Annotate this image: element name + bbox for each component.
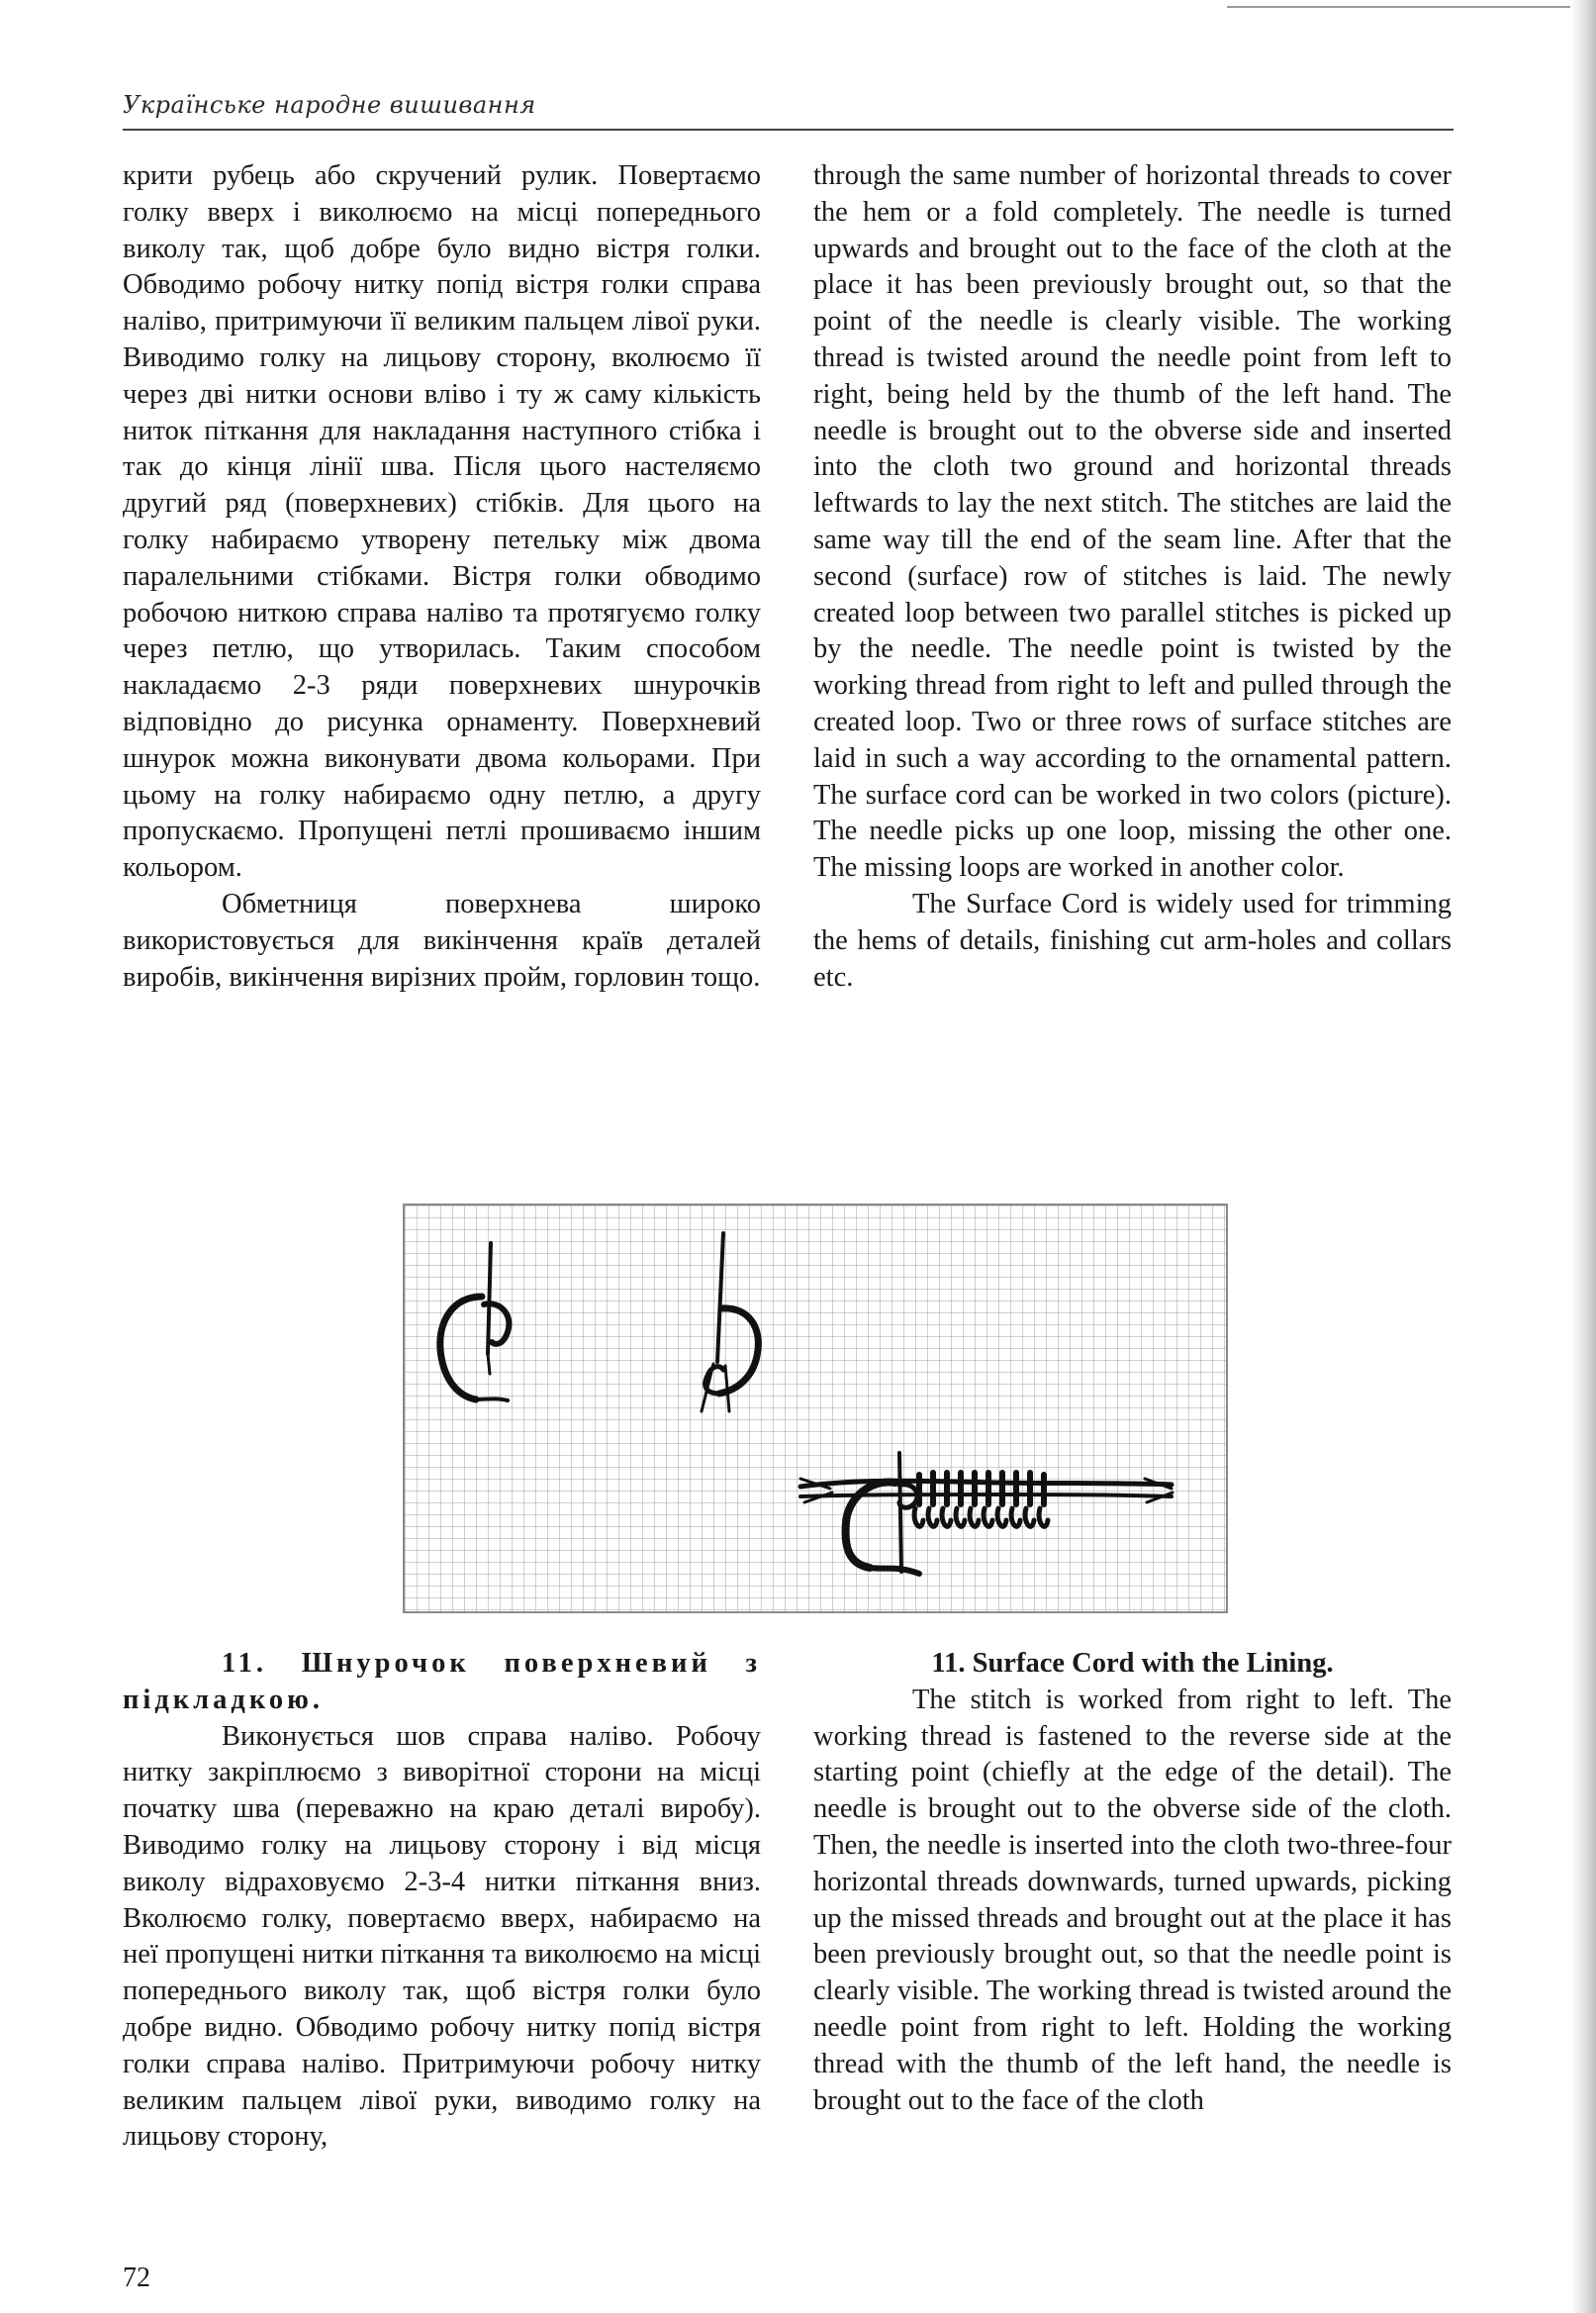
paragraph-ua-2: Обметниця поверхнева широко використовується для викінчення країв деталей виробів, викінчення вирізних пройм, горловин тощо. xyxy=(123,888,761,993)
section-body-en: The stitch is worked from right to left. The working thread is fastened to the reverse side at the starting point (chiefly at the edge of the detail). The needle is brought out to the obverse side of the cloth. Then, the needle is inserted into the cloth two-three-four horizontal threads downwards, turned upwards, picking up the missed threads and brought out at the place it has been previously brought out, so that the needle point is clearly visible. The working thread is twisted around the needle point from right to left. Holding the working thread with the thumb of the left hand, the needle is brought out to the face of the cloth xyxy=(813,1684,1452,2116)
english-column-bottom xyxy=(813,1646,1452,2119)
needle-loop-figure-left xyxy=(440,1243,510,1400)
section-heading-en: 11. Surface Cord with the Lining. xyxy=(931,1648,1334,1679)
stitch-diagram-illustration xyxy=(405,1205,1226,1611)
section-body-ua: Виконується шов справа наліво. Робочу нитку закріплюємо з виворітної сторони на місці початку шва (переважно на краю деталі виробу). Виводимо голку на лицьову сторону і від місця виколу відраховуємо 2-3-4 нитки піткання вниз. Вколюємо голку, повертаємо вверх, набираємо на неї пропущені нитки піткання та виколюємо на місці попереднього виколу так, щоб вістря голки було добре видно. Обводимо робочу нитку попід вістря голки справа наліво. Притримуючи робочу нитку великим пальцем лівої руки, виводимо голку на лицьову сторону, xyxy=(123,1720,761,2153)
ukrainian-column-bottom xyxy=(123,1646,761,2156)
needle-loop-figure-middle xyxy=(702,1233,758,1411)
running-head-rule xyxy=(123,129,1454,131)
page-number: 72 xyxy=(123,2263,150,2293)
paragraph-en-1: through the same number of horizontal threads to cover the hem or a fold completely. The needle is turned upwards and brought out to the face of the cloth at the place it has been previously brought out, so that the point of the needle is clearly visible. The working thread is twisted around the needle point from left to right, being held by the thumb of the left hand. The needle is brought out to the obverse side and inserted into the cloth two ground and horizontal threads leftwards to lay the next stitch. The stitches are laid the same way till the end of the seam line. After that the second (surface) row of stitches is laid. The newly created loop between two parallel stitches is picked up by the needle. The needle point is twisted by the working thread from right to left and pulled through the created loop. Two or three rows of surface stitches are laid in such a way according to the ornamental pattern. The surface cord can be worked in two colors (picture). The needle picks up one loop, missing the other one. The missing loops are worked in another color. xyxy=(813,160,1452,884)
paragraph-en-2: The Surface Cord is widely used for trimming the hems of details, finishing cut arm-holes and collars etc. xyxy=(813,888,1452,993)
running-head: Українське народне вишивання xyxy=(123,91,536,119)
ukrainian-column-top xyxy=(123,158,761,996)
page-edge-shadow xyxy=(1570,0,1596,2313)
paragraph-ua-1: крити рубець або скручений рулик. Повертаємо голку вверх і виколюємо на місці попереднього виколу так, щоб добре було видно вістря голки. Обводимо робочу нитку попід вістря голки справа наліво, притримуючи її великим пальцем лівої руки. Виводимо голку на лицьову сторону, вколюємо її через дві нитки основи вліво і ту ж саму кількість ниток піткання для накладання наступного стібка і так до кінця лінії шва. Після цього настеляємо другий ряд (поверхневих) стібків. Для цього на голку набираємо утворену петельку між двома паралельними стібками. Вістря голки обводимо робочою ниткою справа наліво та протягуємо голку через петлю, що утворилась. Таким способом накладаємо 2-3 ряди поверхневих шнурочків відповідно до рисунка орнаменту. Поверхневий шнурок можна виконувати двома кольорами. При цьому на голку набираємо одну петлю, а другу пропускаємо. Пропущені петлі прошиваємо іншим кольором. xyxy=(123,160,761,884)
surface-cord-figure xyxy=(800,1453,1173,1574)
scan-top-rule xyxy=(1227,6,1596,8)
english-column-top xyxy=(813,158,1452,996)
stitch-diagram-figure xyxy=(403,1204,1228,1613)
section-heading-ua: 11. Шнурочок поверхневий з підкладкою. xyxy=(123,1648,761,1715)
